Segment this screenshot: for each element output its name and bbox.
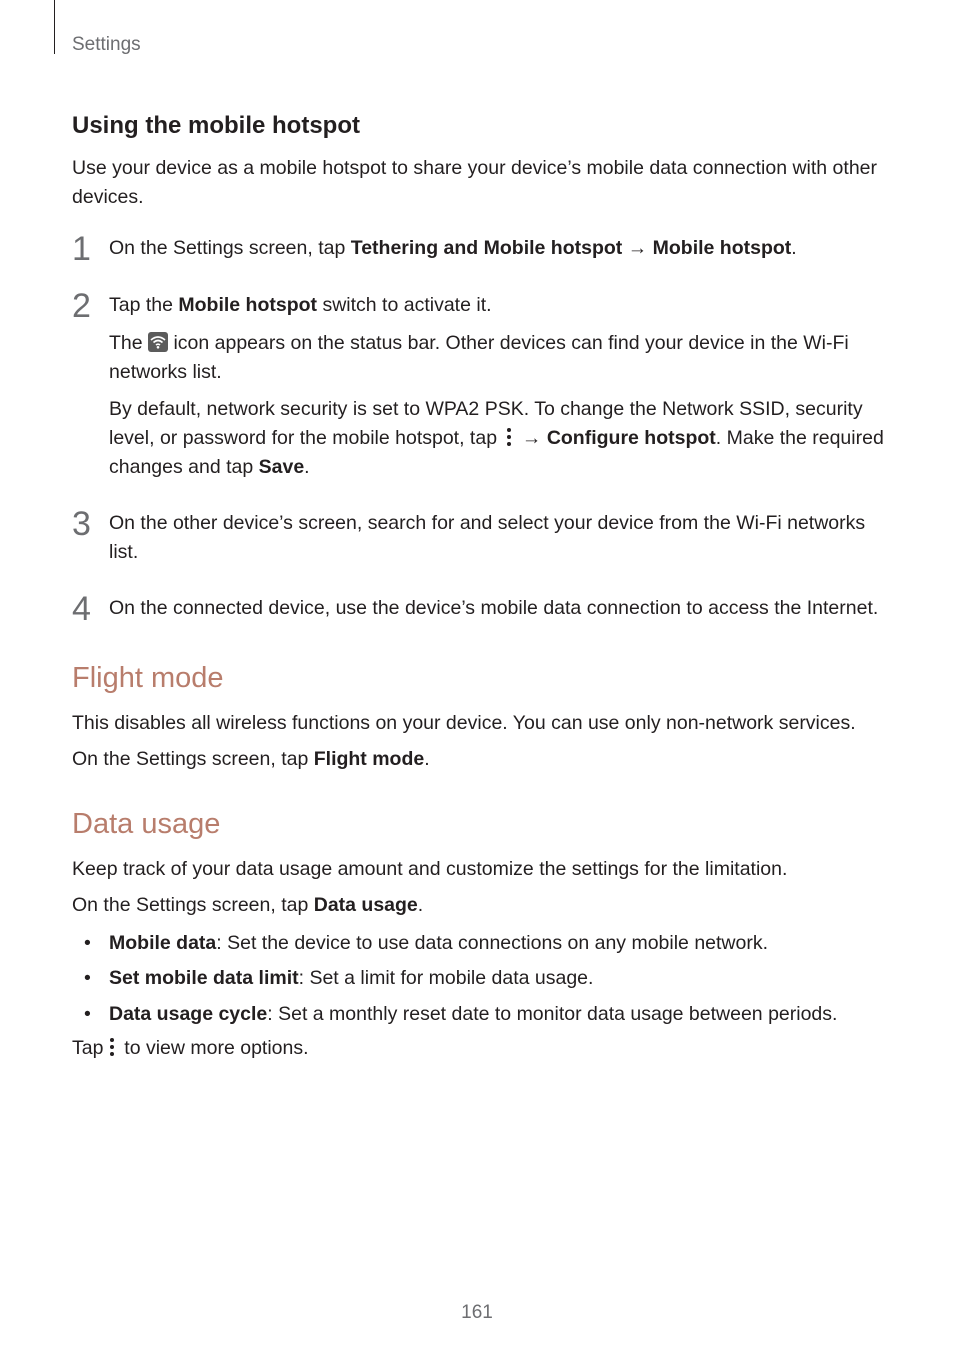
page-number: 161 bbox=[461, 1302, 493, 1323]
step-1-text: On the Settings screen, tap Tethering and Mobile hotspot → Mobile hotspot. bbox=[109, 237, 797, 259]
bullet-data-limit: Set mobile data limit: Set a limit for mobile data usage. bbox=[109, 967, 594, 989]
data-usage-desc: Keep track of your data usage amount and customize the settings for the limitation. bbox=[72, 858, 788, 880]
data-usage-instruction: On the Settings screen, tap Data usage. bbox=[72, 894, 424, 916]
flight-mode-desc: This disables all wireless functions on your device. You can use only non-network services. bbox=[72, 712, 856, 734]
hotspot-heading: Using the mobile hotspot bbox=[72, 112, 360, 139]
data-usage-title: Data usage bbox=[72, 808, 221, 840]
bullet-usage-cycle: Data usage cycle: Set a monthly reset date to monitor data usage between periods. bbox=[109, 1003, 838, 1025]
bullet-marker: • bbox=[84, 967, 91, 989]
step-4-text: On the connected device, use the device’s mobile data connection to access the Internet. bbox=[109, 597, 879, 619]
header-section-label: Settings bbox=[72, 34, 141, 55]
bullet-marker: • bbox=[84, 1003, 91, 1025]
bullet-mobile-data: Mobile data: Set the device to use data connections on any mobile network. bbox=[109, 932, 769, 954]
hotspot-intro: Use your device as a mobile hotspot to share your device’s mobile data connection with other devices. bbox=[72, 157, 878, 208]
flight-mode-instruction: On the Settings screen, tap Flight mode. bbox=[72, 748, 430, 770]
hotspot-status-icon bbox=[148, 332, 168, 352]
step-number-4: 4 bbox=[72, 590, 91, 628]
step-number-2: 2 bbox=[72, 287, 91, 325]
flight-mode-title: Flight mode bbox=[72, 662, 224, 694]
more-options-icon bbox=[506, 427, 512, 447]
step-2-note-security: By default, network security is set to WPA2 PSK. To change the Network SSID, security level, or password for the mobile hotspot, tap → Configure hotspot. Make the required changes and tap Save. bbox=[109, 398, 884, 478]
header-rule bbox=[54, 0, 55, 54]
more-options-tip: Tap to view more options. bbox=[72, 1037, 309, 1059]
more-options-icon bbox=[109, 1037, 115, 1057]
step-2-note-icon: The icon appears on the status bar. Other devices can find your device in the Wi-Fi networks list. bbox=[109, 332, 849, 383]
step-3-text: On the other device’s screen, search for and select your device from the Wi-Fi networks list. bbox=[109, 512, 866, 563]
step-number-3: 3 bbox=[72, 505, 91, 543]
step-2-text: Tap the Mobile hotspot switch to activate it. bbox=[109, 294, 492, 316]
step-number-1: 1 bbox=[72, 230, 91, 268]
bullet-marker: • bbox=[84, 932, 91, 954]
